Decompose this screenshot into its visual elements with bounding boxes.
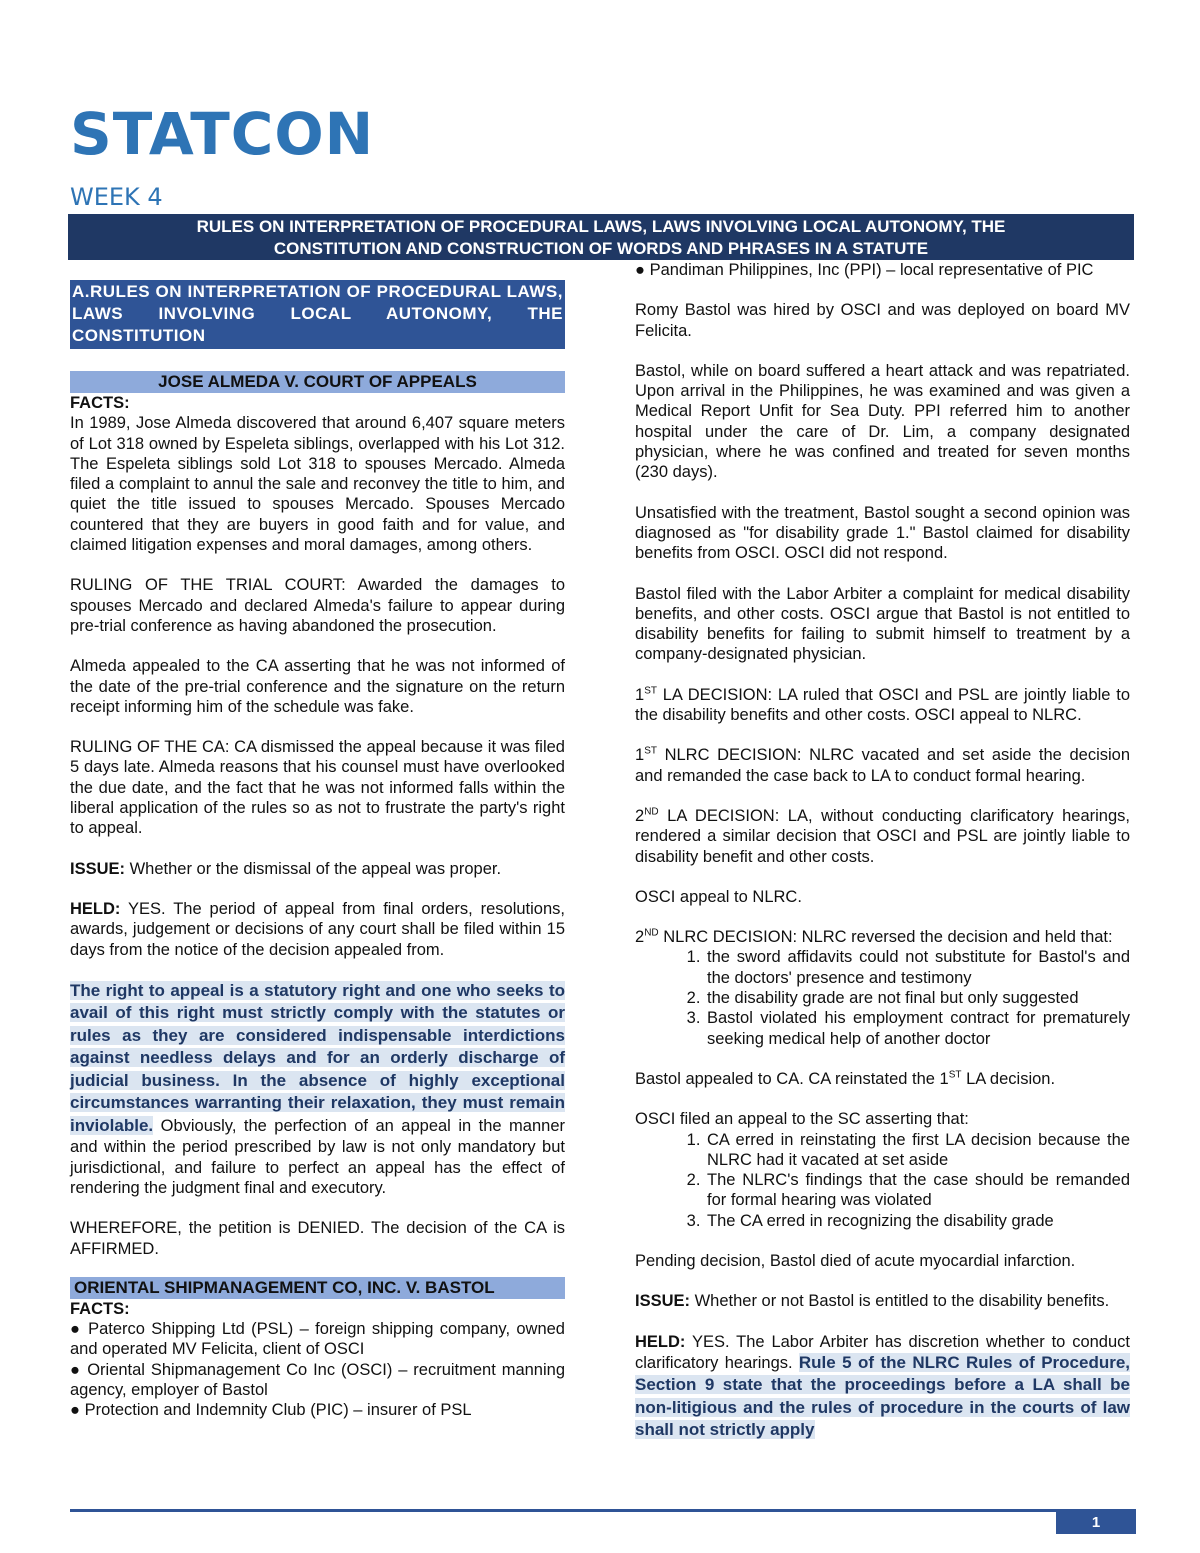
- list-item: 2. the disability grade are not final but only suggested: [705, 988, 1130, 1008]
- paragraph: Romy Bastol was hired by OSCI and was deployed on board MV Felicita.: [635, 301, 1130, 340]
- case-heading-bastol: ORIENTAL SHIPMANAGEMENT CO, INC. V. BASTOL: [70, 1277, 565, 1299]
- issue-text: Whether or the dismissal of the appeal was proper.: [125, 859, 502, 878]
- list-item: ● Pandiman Philippines, Inc (PPI) – local representative of PIC: [635, 261, 1094, 279]
- appeal-paragraph: Almeda appealed to the CA asserting that he was not informed of the date of the pre-trial conference and the signature on the return receipt informing him of the schedule was fake.: [70, 657, 565, 716]
- ca-ruling: RULING OF THE CA: CA dismissed the appeal because it was filed 5 days late. Almeda reasons that his counsel must have overlooked the due date, and the fact that he was not informed falls within the liberal application of the rules so as not to frustrate the party's right to appeal.: [70, 738, 565, 838]
- paragraph: Unsatisfied with the treatment, Bastol sought a second opinion was diagnosed as "for disability grade 1." Bastol claimed for disability benefits from OSCI. OSCI did not respond.: [635, 503, 1130, 563]
- held-text: YES. The period of appeal from final orders, resolutions, awards, judgement or decisions of any court shall be filed within 15 days from the notice of the decision appealed from.: [70, 899, 565, 959]
- facts-paragraph: In 1989, Jose Almeda discovered that around 6,407 square meters of Lot 318 owned by Espeleta siblings, overlapped with his Lot 312. The Espeleta siblings sold Lot 318 to spouses Mercado. Almeda filed a complaint to annul the sale and reconvey the title to him, and quiet the title issued to spouses Mercado. Spouses Mercado countered that they are buyers in good faith and for value, and claimed litigation expenses and moral damages, among others.: [70, 414, 565, 555]
- issue-paragraph: ISSUE: Whether or not Bastol is entitled to the disability benefits.: [635, 1292, 1110, 1311]
- first-la-decision: 1ST LA DECISION: LA ruled that OSCI and PSL are jointly liable to the disability benefits and other costs. OSCI appeal to NLRC.: [635, 685, 1130, 725]
- list-item: ● Oriental Shipmanagement Co Inc (OSCI) – recruitment manning agency, employer of Bastol: [70, 1360, 565, 1399]
- ca-appeal: Bastol appealed to CA. CA reinstated the 1ST LA decision.: [635, 1069, 1056, 1088]
- doctrine-paragraph: [70, 980, 565, 1198]
- list-item: 1. the sword affidavits could not substitute for Bastol's and the doctors' presence and testimony: [705, 947, 1130, 988]
- second-la-decision: 2ND LA DECISION: LA, without conducting clarificatory hearings, rendered a similar decision that OSCI and PSL are jointly liable to disability benefit and other costs.: [635, 806, 1130, 866]
- list-item: 1. CA erred in reinstating the first LA decision because the NLRC had it vacated at set aside: [705, 1130, 1130, 1171]
- list-item: 3. The CA erred in recognizing the disability grade: [705, 1211, 1130, 1231]
- held-paragraph: [70, 899, 565, 960]
- sc-arguments-list: [635, 1130, 1130, 1231]
- trial-court-ruling: RULING OF THE TRIAL COURT: Awarded the damages to spouses Mercado and declared Almeda's failure to appear during pre-trial conference as having abandoned the prosecution.: [70, 576, 565, 635]
- held-paragraph: HELD: YES. The Labor Arbiter has discretion whether to conduct clarificatory hearings. Rule 5 of the NLRC Rules of Procedure, Section 9 state that the proceedings before a LA shall be non-litigious and the rules of procedure in the courts of law shall not strictly apply: [635, 1332, 1131, 1440]
- right-column: [635, 260, 1130, 1462]
- case-heading-almeda: JOSE ALMEDA V. COURT OF APPEALS: [70, 371, 565, 393]
- document-title: STATCON: [70, 100, 375, 168]
- list-item: ● Protection and Indemnity Club (PIC) – insurer of PSL: [70, 1401, 472, 1420]
- wherefore-paragraph: WHEREFORE, the petition is DENIED. The decision of the CA is AFFIRMED.: [70, 1219, 565, 1258]
- page-number: 1: [1056, 1512, 1136, 1534]
- banner-line-2: CONSTITUTION AND CONSTRUCTION OF WORDS AND PHRASES IN A STATUTE: [273, 239, 929, 258]
- facts-label: FACTS:: [70, 394, 130, 412]
- rule-highlight: Rule 5 of the NLRC Rules of Procedure, Section 9 state that the proceedings before a LA shall be non-litigious and the rules of procedure in the courts of law shall not strictly apply: [635, 1352, 1131, 1440]
- list-item: ● Paterco Shipping Ltd (PSL) – foreign shipping company, owned and operated MV Felicita, client of OSCI: [70, 1320, 565, 1359]
- issue-paragraph: [70, 859, 565, 879]
- first-nlrc-decision: 1ST NLRC DECISION: NLRC vacated and set aside the decision and remanded the case back to LA to conduct formal hearing.: [635, 745, 1130, 785]
- paragraph: Pending decision, Bastol died of acute myocardial infarction.: [635, 1251, 1076, 1270]
- issue-label: ISSUE:: [635, 1292, 691, 1311]
- sc-appeal-intro: OSCI filed an appeal to the SC asserting that:: [635, 1110, 969, 1129]
- list-item: 2. The NLRC's findings that the case should be remanded for formal hearing was violated: [705, 1170, 1130, 1211]
- week-subtitle: WEEK 4: [70, 183, 163, 211]
- footer-rule: [70, 1509, 1136, 1512]
- nlrc-findings-list: [635, 947, 1130, 1048]
- paragraph: Bastol filed with the Labor Arbiter a complaint for medical disability benefits, and other costs. OSCI argue that Bastol is not entitled to disability benefits for failing to submit himself to treatment by a company-designated physician.: [635, 584, 1130, 664]
- held-label: HELD:: [635, 1332, 686, 1351]
- banner-line-1: RULES ON INTERPRETATION OF PROCEDURAL LAWS, LAWS INVOLVING LOCAL AUTONOMY, THE: [196, 217, 1006, 236]
- doctrine-highlight: The right to appeal is a statutory right and one who seeks to avail of this right must strictly comply with the statutes or rules as they are considered indispensable interdictions against needless delays and for an orderly discharge of judicial business. In the absence of highly exceptional circumstances warranting their relaxation, they must remain inviolable.: [70, 980, 565, 1135]
- list-item: 3. Bastol violated his employment contract for prematurely seeking medical help of another doctor: [705, 1008, 1130, 1049]
- doctrine-continuation: Obviously, the perfection of an appeal in the manner and within the period prescribed by law is not only mandatory but jurisdictional, and failure to perfect an appeal has the effect of rendering the judgment final and executory.: [70, 1116, 565, 1197]
- topic-banner: [68, 214, 1134, 260]
- section-heading: A.RULES ON INTERPRETATION OF PROCEDURAL LAWS, LAWS INVOLVING LOCAL AUTONOMY, THE CONSTITUTION: [70, 280, 565, 349]
- held-label: HELD:: [70, 899, 121, 918]
- facts-label-2: FACTS:: [70, 1299, 130, 1318]
- left-column: [70, 280, 565, 1421]
- issue-label: ISSUE:: [70, 859, 126, 878]
- paragraph: OSCI appeal to NLRC.: [635, 887, 802, 906]
- second-nlrc-decision: 2ND NLRC DECISION: NLRC reversed the decision and held that:: [635, 927, 1113, 947]
- paragraph: Bastol, while on board suffered a heart attack and was repatriated. Upon arrival in the Philippines, he was examined and was given a Medical Report Unfit for Sea Duty. PPI referred him to another hospital under the care of Dr. Lim, a company designated physician, where he was confined and treated for seven months (230 days).: [635, 361, 1130, 482]
